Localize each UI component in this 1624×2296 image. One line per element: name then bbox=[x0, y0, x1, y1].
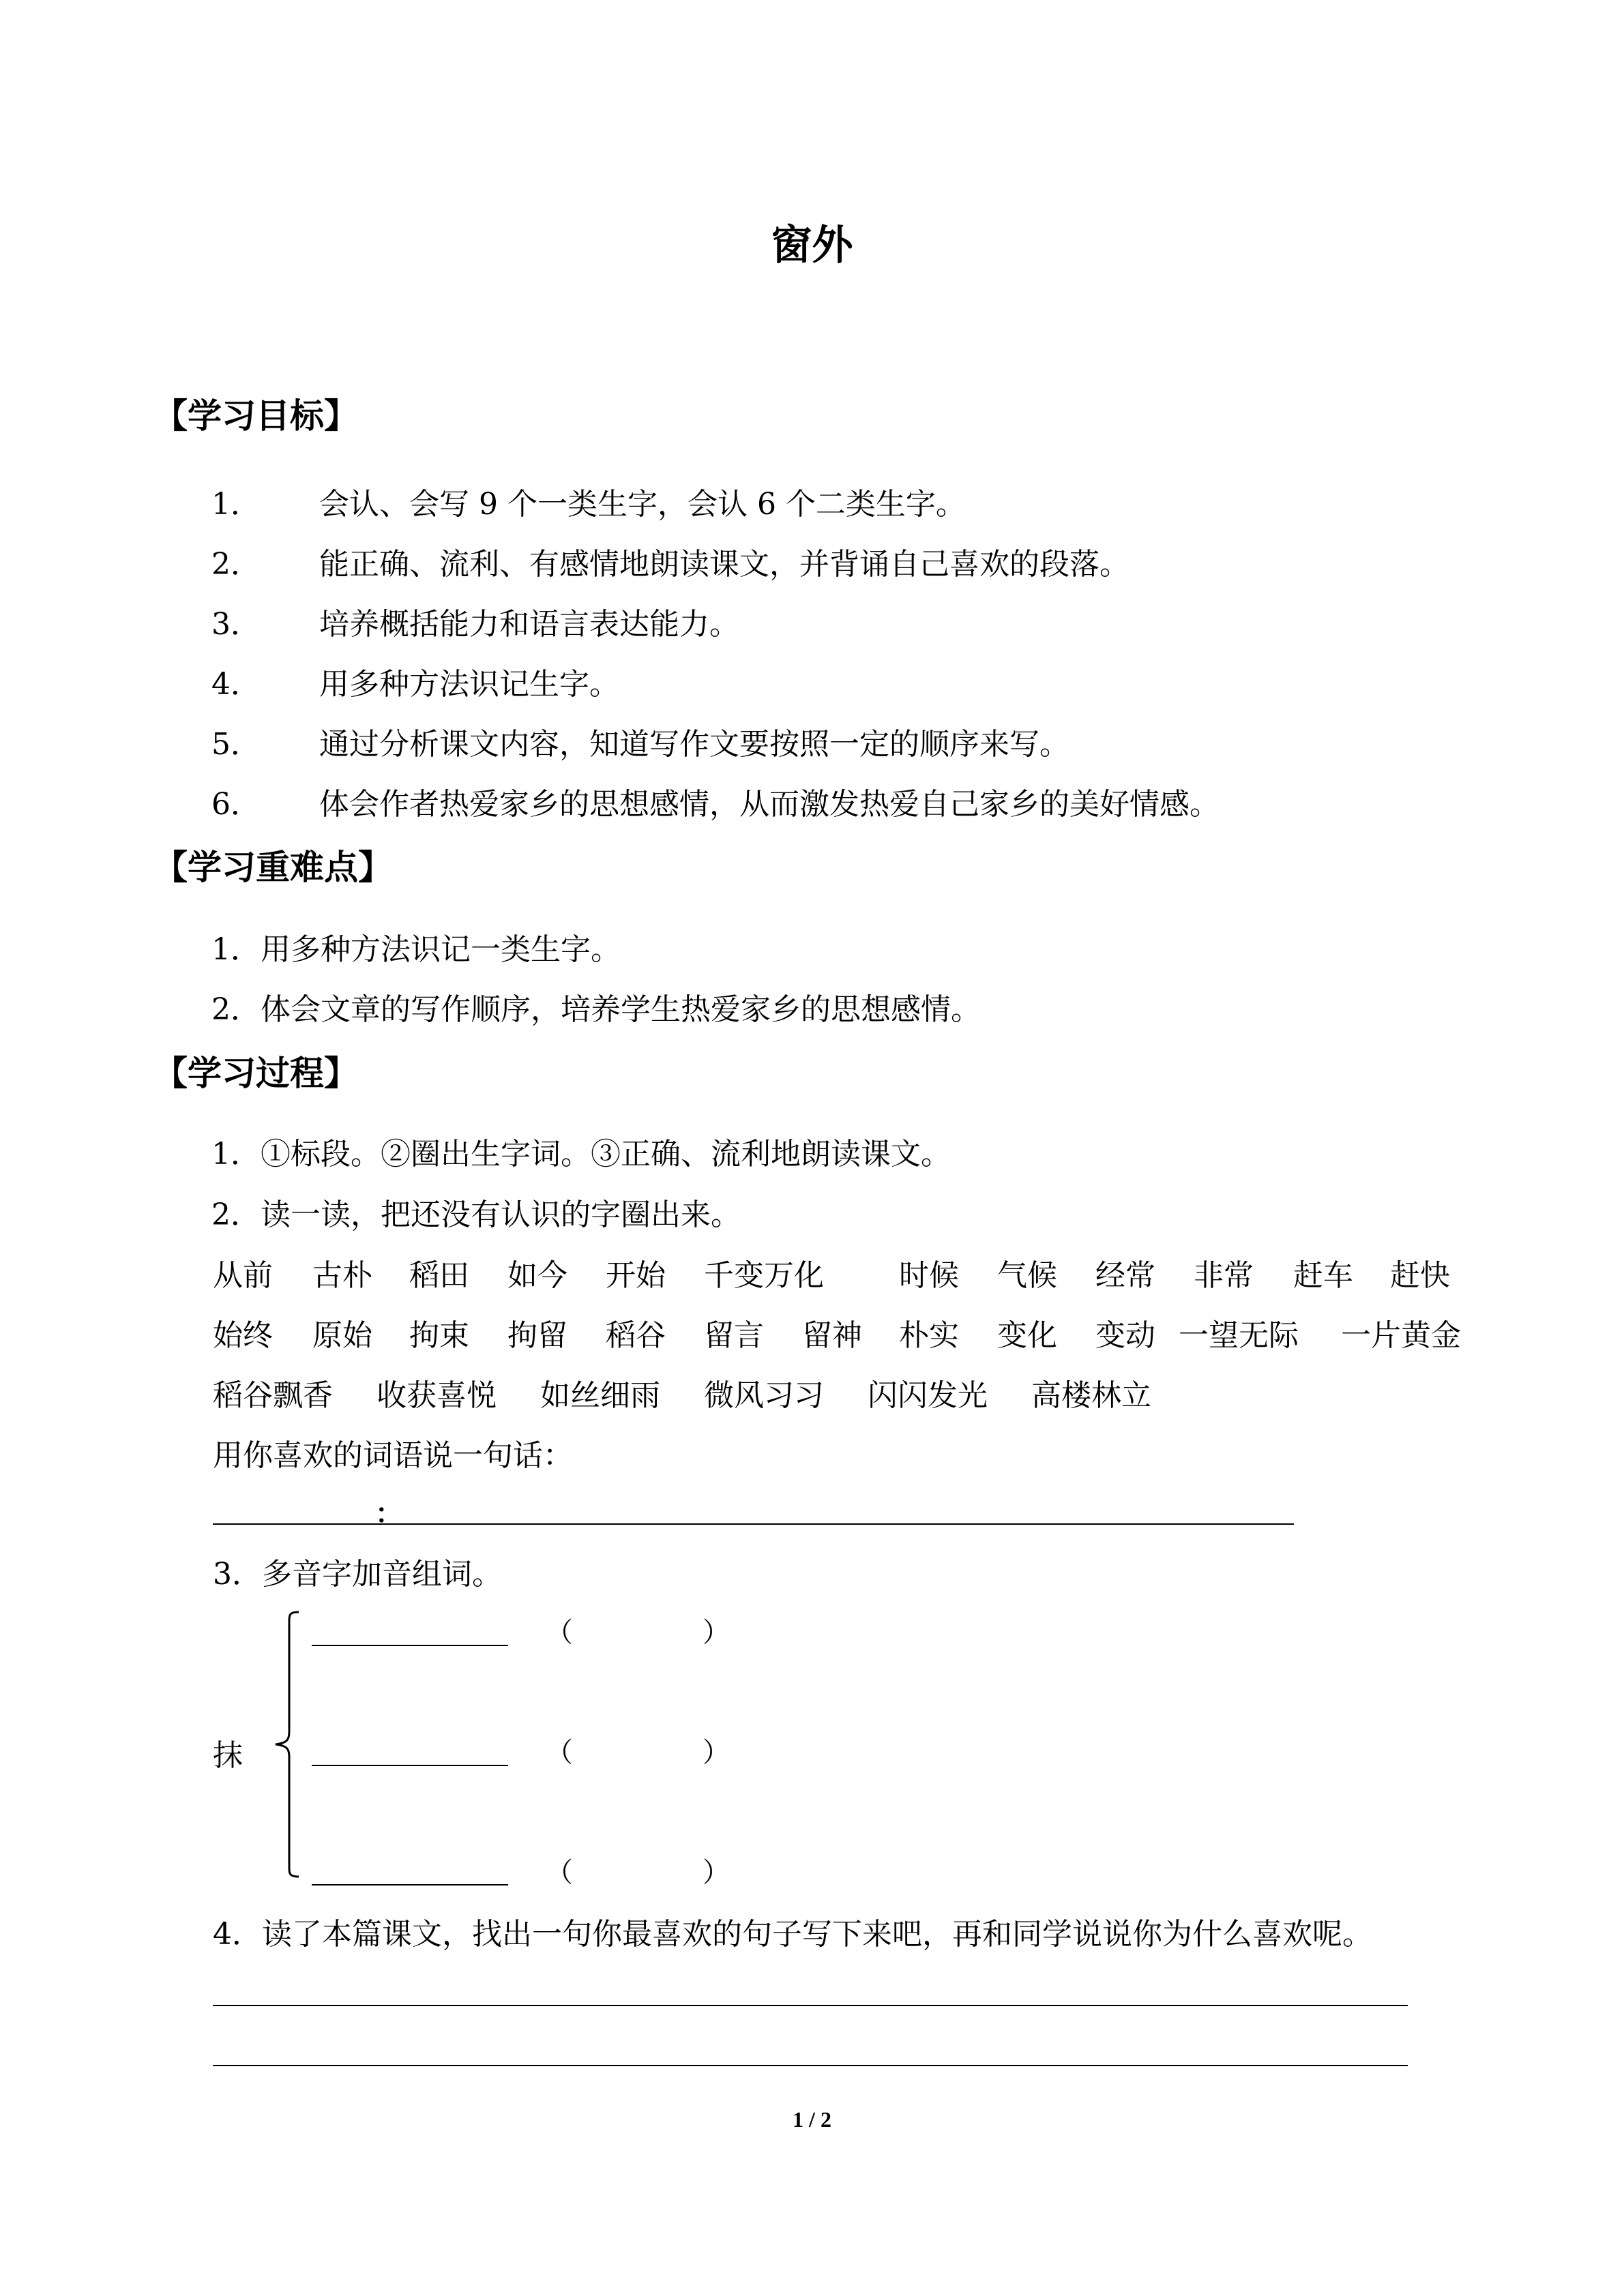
objective-text: 能正确、流利、有感情地朗读课文，并背诵自己喜欢的段落。 bbox=[319, 547, 1130, 582]
word-item: 稻田 bbox=[409, 1258, 469, 1293]
word-blank[interactable] bbox=[312, 1765, 508, 1766]
process-heading: 【学习过程】 bbox=[153, 1053, 358, 1093]
word-item: 气候 bbox=[997, 1258, 1057, 1293]
word-item: 一望无际 bbox=[1179, 1318, 1299, 1353]
word-item: 高楼林立 bbox=[1031, 1378, 1151, 1413]
word-item: 非常 bbox=[1194, 1258, 1254, 1293]
curly-brace-icon bbox=[267, 1608, 306, 1881]
answer-line-1[interactable] bbox=[213, 2005, 1408, 2006]
word-item: 如丝细雨 bbox=[540, 1378, 660, 1413]
word-item: 原始 bbox=[312, 1318, 372, 1353]
word-item: 收获喜悦 bbox=[377, 1378, 497, 1413]
word-item: 稻谷飘香 bbox=[213, 1378, 333, 1413]
word-item: 变动 bbox=[1095, 1318, 1155, 1353]
objective-text: 体会作者热爱家乡的思想感情，从而激发热爱自己家乡的美好情感。 bbox=[319, 787, 1220, 822]
word-blank[interactable] bbox=[312, 1884, 508, 1885]
pinyin-paren-close: ） bbox=[703, 1737, 730, 1768]
objective-number: 5． bbox=[211, 727, 261, 762]
answer-line-2[interactable] bbox=[213, 2065, 1408, 2066]
word-item: 留言 bbox=[704, 1318, 764, 1353]
word-item: 赶快 bbox=[1390, 1258, 1450, 1293]
objective-number: 4． bbox=[211, 667, 261, 702]
polyphonic-character: 抹 bbox=[213, 1738, 243, 1773]
objective-text: 会认、会写 9 个一类生字，会认 6 个二类生字。 bbox=[319, 487, 966, 522]
word-item: 留神 bbox=[802, 1318, 862, 1353]
pinyin-paren-close: ） bbox=[703, 1617, 730, 1648]
sentence-prompt: 用你喜欢的词语说一句话： bbox=[213, 1438, 573, 1473]
word-item: 时候 bbox=[899, 1258, 959, 1293]
objective-text: 通过分析课文内容，知道写作文要按照一定的顺序来写。 bbox=[319, 727, 1069, 762]
word-item: 拘留 bbox=[507, 1318, 567, 1353]
objective-number: 1． bbox=[211, 487, 261, 522]
word-item: 赶车 bbox=[1293, 1258, 1353, 1293]
word-item: 微风习习 bbox=[704, 1378, 824, 1413]
word-item: 千变万化 bbox=[704, 1258, 824, 1293]
pinyin-paren-open: （ bbox=[546, 1857, 573, 1888]
question-1: 1．①标段。②圈出生字词。③正确、流利地朗读课文。 bbox=[211, 1137, 951, 1172]
answer-colon: ： bbox=[375, 1497, 402, 1530]
word-item: 拘束 bbox=[409, 1318, 469, 1353]
word-blank[interactable] bbox=[312, 1645, 508, 1646]
pinyin-paren-close: ） bbox=[703, 1857, 730, 1888]
objective-text: 用多种方法识记生字。 bbox=[319, 667, 619, 702]
word-item: 古朴 bbox=[312, 1258, 372, 1293]
key-point-item: 2．体会文章的写作顺序，培养学生热爱家乡的思想感情。 bbox=[211, 992, 981, 1027]
word-item: 从前 bbox=[213, 1258, 273, 1293]
word-item: 经常 bbox=[1095, 1258, 1155, 1293]
objectives-heading: 【学习目标】 bbox=[153, 396, 358, 436]
key-points-heading: 【学习重难点】 bbox=[153, 847, 392, 887]
objective-number: 3． bbox=[211, 607, 261, 642]
pinyin-paren-open: （ bbox=[546, 1617, 573, 1648]
page-title: 窗外 bbox=[771, 222, 853, 269]
key-point-item: 1．用多种方法识记一类生字。 bbox=[211, 932, 621, 967]
question-3: 3．多音字加音组词。 bbox=[213, 1557, 502, 1592]
page-number: 1 / 2 bbox=[793, 2107, 831, 2132]
objective-number: 6． bbox=[211, 787, 261, 822]
word-item: 稻谷 bbox=[606, 1318, 666, 1353]
word-item: 一片黄金 bbox=[1341, 1318, 1461, 1353]
word-item: 朴实 bbox=[899, 1318, 959, 1353]
word-item: 如今 bbox=[507, 1258, 567, 1293]
question-4: 4．读了本篇课文，找出一句你最喜欢的句子写下来吧，再和同学说说你为什么喜欢呢。 bbox=[213, 1917, 1372, 1952]
objective-text: 培养概括能力和语言表达能力。 bbox=[319, 607, 739, 642]
answer-line bbox=[213, 1523, 1294, 1525]
objective-number: 2． bbox=[211, 547, 261, 582]
word-item: 开始 bbox=[606, 1258, 666, 1293]
word-item: 变化 bbox=[997, 1318, 1057, 1353]
question-2: 2．读一读，把还没有认识的字圈出来。 bbox=[211, 1197, 741, 1232]
pinyin-paren-open: （ bbox=[546, 1737, 573, 1768]
word-item: 闪闪发光 bbox=[868, 1378, 988, 1413]
word-item: 始终 bbox=[213, 1318, 273, 1353]
